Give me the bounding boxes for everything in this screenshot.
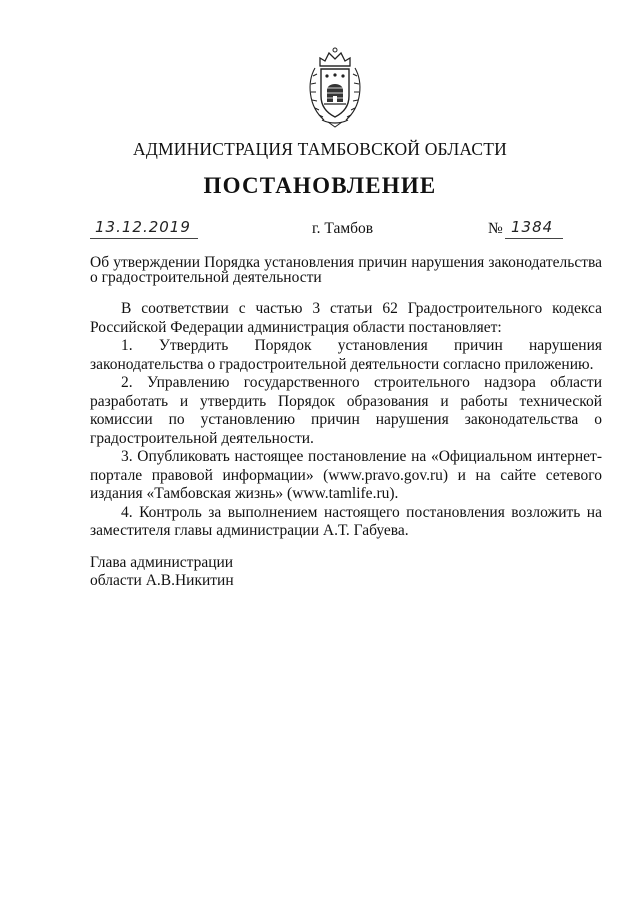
signature-position: Глава администрации [90, 554, 234, 571]
document-body [90, 300, 602, 541]
document-subject: Об утверждении Порядка установления причин нарушения законодательства о градостроительной деятельности [90, 254, 602, 286]
organization-name: АДМИНИСТРАЦИЯ ТАМБОВСКОЙ ОБЛАСТИ [133, 139, 507, 159]
document-type-title: ПОСТАНОВЛЕНИЕ [203, 173, 437, 198]
body-paragraph-preamble: В соответствии с частью 3 статьи 62 Градостроительного кодекса Российской Федерации администрация области постановляет: [90, 300, 602, 336]
document-meta-line [0, 218, 640, 242]
document-city: г. Тамбов [312, 220, 374, 237]
number-sign: № [488, 220, 503, 237]
number-underline [505, 238, 563, 239]
date-underline [90, 238, 198, 239]
tambov-coat-of-arms-icon [306, 46, 364, 128]
document-number: 1384 [511, 218, 554, 236]
body-paragraph-item-4: 4. Контроль за выполнением настоящего постановления возложить на заместителя главы администрации А.Т. Габуева. [90, 503, 602, 539]
signature-block [90, 554, 234, 589]
body-paragraph-item-3: 3. Опубликовать настоящее постановление на «Официальном интернет-портале правовой информации» (www.pravo.gov.ru) и на сайте сетевого издания «Тамбовская жизнь» (www.tamlife.ru). [90, 448, 602, 502]
document-date: 13.12.2019 [95, 218, 191, 236]
body-paragraph-item-2: 2. Управлению государственного строительного надзора области разработать и утвердить Порядок образования и работы технической комиссии по установлению причин нарушения законодательства о градостроительной деятельности. [90, 374, 602, 447]
body-paragraph-item-1: 1. Утвердить Порядок установления причин нарушения законодательства о градостроительной деятельности согласно приложению. [90, 337, 602, 373]
signature-name: области А.В.Никитин [90, 571, 234, 589]
